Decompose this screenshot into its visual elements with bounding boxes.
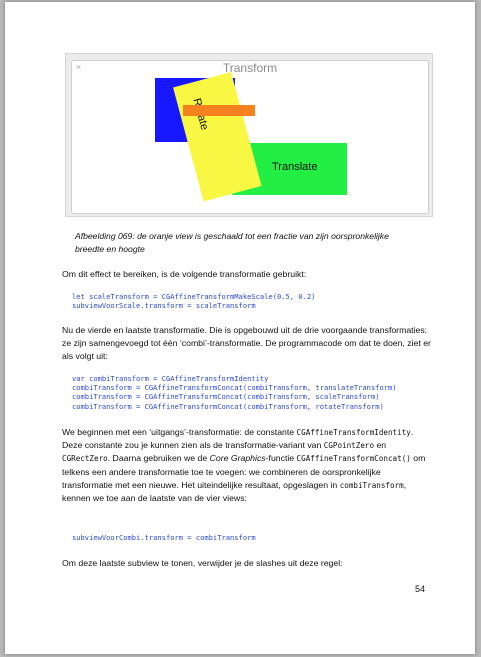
window-title: Transform bbox=[222, 61, 278, 75]
inline-code: CGAffineTransformConcat() bbox=[296, 454, 411, 464]
code-line: var combiTransform = CGAffineTransformIdentity bbox=[72, 374, 269, 383]
code-line: combiTransform = CGAffineTransformConcat(combiTransform, scaleTransform) bbox=[72, 392, 380, 402]
code-block-1 bbox=[72, 292, 432, 310]
code-line: combiTransform = CGAffineTransformConcat(combiTransform, translateTransform) bbox=[72, 383, 397, 393]
code-line: subviewVoorScale.transform = scaleTransform bbox=[72, 301, 256, 311]
caption-prefix: Afbeelding 069: bbox=[75, 231, 135, 241]
document-page bbox=[5, 2, 475, 654]
inline-code: CGRectZero bbox=[62, 454, 108, 464]
inline-code: combiTransform bbox=[339, 480, 404, 490]
paragraph-2: Nu de vierde en laatste transformatie. Die is opgebouwd uit de drie voorgaande transformaties: ze zijn samengevoegd tot één ‘combi’-transformatie. De programmacode om dat te doen, ziet er als volgt uit: bbox=[62, 325, 431, 362]
text-run: We beginnen met een ‘uitgangs’-transformatie: de constante bbox=[62, 427, 297, 437]
page-number: 54 bbox=[415, 584, 426, 594]
italic-run: Core Graphics bbox=[209, 453, 266, 464]
inline-code: CGPointZero bbox=[323, 441, 375, 451]
code-line: let scaleTransform = CGAffineTransformMakeScale(0.5, 0.2) bbox=[72, 292, 316, 301]
text-run: -functie bbox=[265, 453, 297, 464]
text-run: en bbox=[374, 440, 387, 451]
text-run: . Daarna gebruiken we de bbox=[107, 453, 210, 464]
orange-view bbox=[183, 105, 255, 116]
figure-screenshot bbox=[65, 53, 433, 217]
inline-code: CGAffineTransformIdentity bbox=[296, 428, 411, 437]
code-line: subviewVoorCombi.transform = combiTransform bbox=[72, 533, 256, 542]
translate-label: Translate bbox=[272, 161, 318, 173]
text-run: . Deze constante zou je kunnen zien als de transformatie-variant van bbox=[62, 427, 414, 451]
close-icon: × bbox=[76, 62, 82, 72]
caption-text: de oranje view is geschaald tot een fractie van zijn oorspronkelijke breedte en hoogte bbox=[75, 231, 389, 254]
transform-window bbox=[71, 60, 429, 214]
code-block-3 bbox=[72, 533, 432, 542]
paragraph-3 bbox=[62, 426, 432, 505]
code-block-2 bbox=[72, 374, 432, 411]
text-run: , kennen we toe aan de laatste van de vier views: bbox=[62, 479, 407, 504]
code-line: combiTransform = CGAffineTransformConcat(combiTransform, rotateTransform) bbox=[72, 401, 384, 411]
paragraph-1: Om dit effect te bereiken, is de volgende transformatie gebruikt: bbox=[62, 269, 307, 279]
paragraph-4: Om deze laatste subview te tonen, verwijder je de slashes uit deze regel: bbox=[62, 558, 343, 568]
yellow-view bbox=[173, 72, 261, 202]
figure-caption bbox=[75, 230, 405, 256]
text-run: om telkens een andere transformatie toe te voegen: we combineren de oorspronkelijke transformatie met een nieuwe. Het uiteindelijke resultaat, opgeslagen in bbox=[62, 453, 426, 490]
